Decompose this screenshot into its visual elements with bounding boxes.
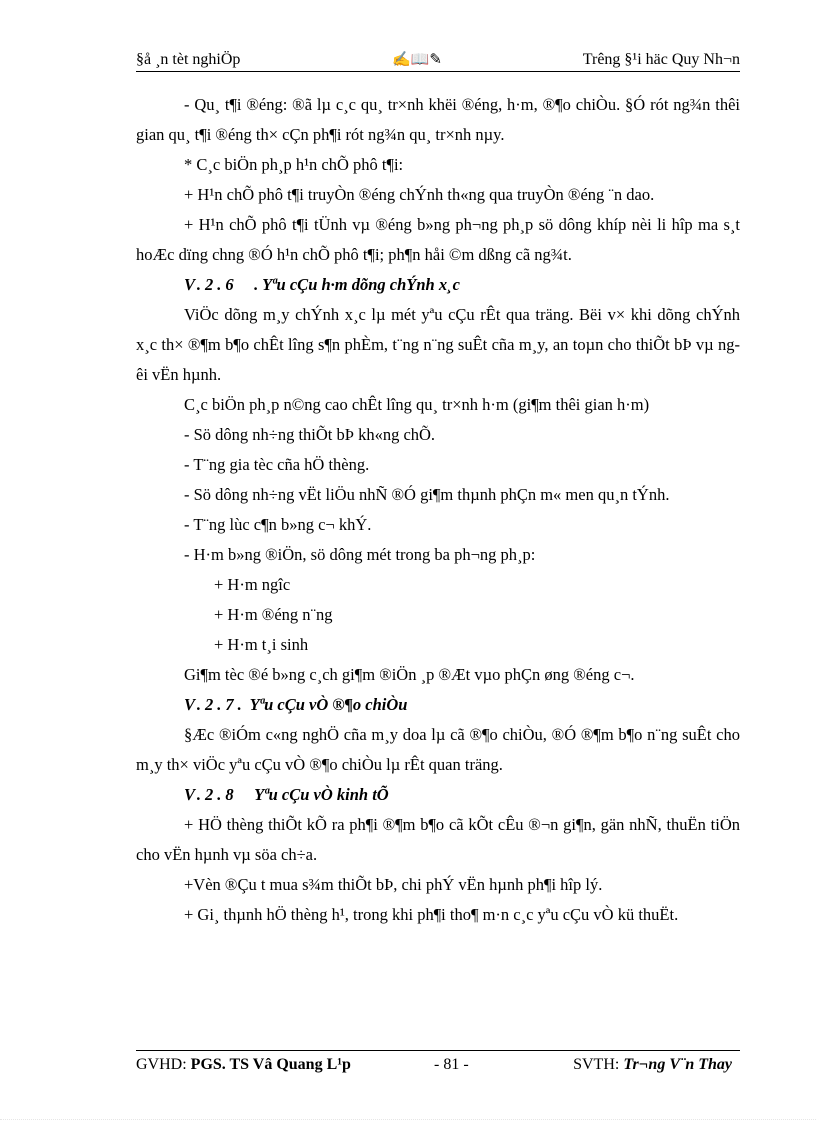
sub-list-item: + H·m ngîc [214,575,291,594]
section-number: V.2.7. [184,695,246,714]
page-edge-dotted-line [0,1119,816,1120]
header-rule [136,71,740,72]
section-title: . Yªu cÇu h·m dõng chÝnh x¸c [254,275,460,294]
section-title: Yªu cÇu vÒ kinh tÕ [254,785,389,804]
section-heading [136,270,740,300]
paragraph: Gi¶m tèc ®é b»ng c¸ch gi¶m ®iÖn ¸p ®Æt vµo phÇn øng ®éng c¬. [184,665,635,684]
paragraph: - Qu¸ t¶i ®éng: ®ã lµ c¸c qu¸ tr×nh khëi ®éng, h·m, ®¶o chiÒu. §Ó rót ng¾n thêi gian qu¸ t¶i ®éng th× cÇn ph¶i rót ng¾n qu¸ tr×nh nµy. [136,95,740,144]
list-item: - Sö dông nh÷ng thiÕt bÞ kh«ng chÕ. [184,425,436,444]
paragraph: + Gi¸ thµnh hÖ thèng h¹, trong khi ph¶i tho¶ m·n c¸c yªu cÇu vÒ kü thuËt. [184,905,679,924]
page-header [136,48,740,72]
page-number: - 81 - [434,1056,469,1073]
paragraph: ViÖc dõng m¸y chÝnh x¸c lµ mét yªu cÇu rÊt qua träng. Bëi v× khi dõng chÝnh x¸c th× ®¶m b¶o chÊt lîng s¶n phÈm, t¨ng n¨ng suÊt cña m¸y, an toµn cho thiÕt bÞ vµ ngêi vËn hµnh. [136,305,740,384]
section-number: V.2.6 [184,275,238,294]
list-item: - Sö dông nh÷ng vËt liÖu nhÑ ®Ó gi¶m thµnh phÇn m« men qu¸n tÝnh. [184,485,670,504]
paragraph: +Vèn ®Çu t mua s¾m thiÕt bÞ, chi phÝ vËn hµnh ph¶i hîp lý. [184,875,603,894]
header-book-ornament-icon: ✍📖✎ [392,52,442,68]
paragraph: C¸c biÖn ph¸p n©ng cao chÊt lîng qu¸ tr×nh h·m (gi¶m thêi gian h·m) [184,395,650,414]
header-university: Trêng §¹i häc Quy Nh¬n [582,51,740,68]
section-heading [136,690,740,720]
list-item: - T¨ng lùc c¶n b»ng c¬ khÝ. [184,515,372,534]
page-body [136,90,740,930]
list-item: - H·m b»ng ®iÖn, sö dông mét trong ba ph¬ng ph¸p: [184,545,536,564]
sub-list-item: + H·m ®éng n¨ng [214,605,333,624]
paragraph: * C¸c biÖn ph¸p h¹n chÕ phô t¶i: [184,155,404,174]
paragraph: §Æc ®iÓm c«ng nghÖ cña m¸y doa lµ cã ®¶o chiÒu, ®Ó ®¶m b¶o n¨ng suÊt cho m¸y th× viÖc yªu cÇu vÒ ®¶o chiÒu lµ rÊt quan träng. [136,725,740,774]
advisor-name: PGS. TS Vâ Quang L¹p [190,1056,351,1073]
paragraph: + H¹n chÕ phô t¶i truyÒn ®éng chÝnh th«ng qua truyÒn ®éng ¨n dao. [184,185,655,204]
student [573,1054,732,1076]
section-title: Yªu cÇu vÒ ®¶o chiÒu [249,695,408,714]
paragraph: + H¹n chÕ phô t¶i tÜnh vµ ®éng b»ng ph¬ng ph¸p sö dông khíp nèi li hîp ma s¸t hoÆc dïng chng ®Ó h¹n chÕ phô t¶i; ph¶n håi ©m dßng cã ng¾t. [136,215,740,264]
section-heading [136,780,740,810]
student-label: SVTH: [573,1056,620,1073]
sub-list-item: + H·m t¸i sinh [214,635,309,654]
paragraph: + HÖ thèng thiÕt kÕ ra ph¶i ®¶m b¶o cã kÕt cÊu ®¬n gi¶n, gän nhÑ, thuËn tiÖn cho vËn hµnh vµ söa ch÷a. [136,815,740,864]
footer-rule [136,1050,740,1051]
list-item: - T¨ng gia tèc cña hÖ thèng. [184,455,370,474]
advisor-label: GVHD: [136,1056,187,1073]
student-name: Tr¬ng V¨n Thay [623,1056,732,1073]
page-footer [136,1054,740,1078]
advisor [136,1054,351,1076]
section-number: V.2.8 [184,785,238,804]
header-document-type: §å ¸n tèt nghiÖp [136,51,241,68]
